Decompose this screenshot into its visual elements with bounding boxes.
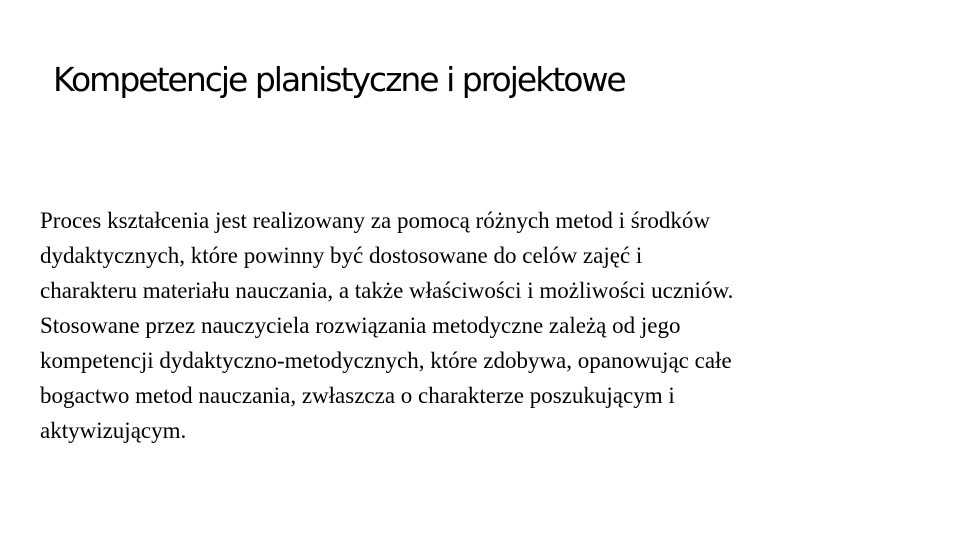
body-line: aktywizującym. (40, 418, 187, 443)
body-line: Proces kształcenia jest realizowany za pomocą różnych metod i środków (40, 208, 710, 233)
body-line: dydaktycznych, które powinny być dostosowane do celów zajęć i (40, 243, 643, 268)
body-line: kompetencji dydaktyczno-metodycznych, które zdobywa, opanowując całe (40, 348, 732, 373)
body-line: charakteru materiału nauczania, a także właściwości i możliwości uczniów. (40, 278, 734, 303)
slide-title: Kompetencje planistyczne i projektowe (53, 60, 625, 99)
body-line: bogactwo metod nauczania, zwłaszcza o charakterze poszukującym i (40, 383, 675, 408)
slide-body-text (40, 203, 930, 448)
body-line: Stosowane przez nauczyciela rozwiązania metodyczne zależą od jego (40, 313, 681, 338)
